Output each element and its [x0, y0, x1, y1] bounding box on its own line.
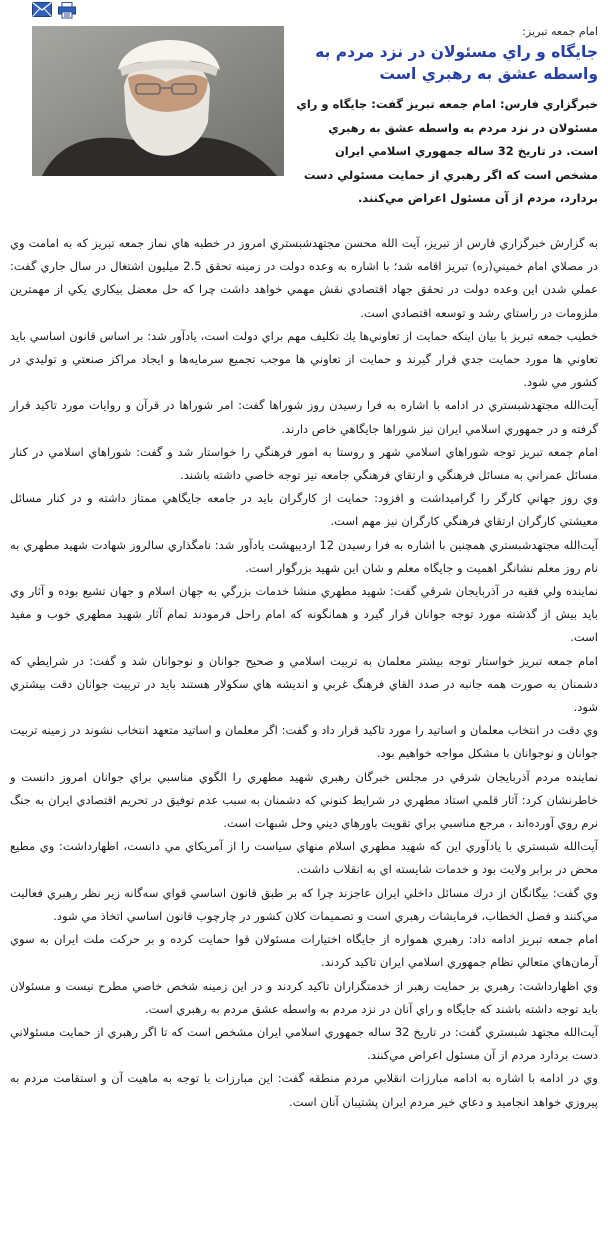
paragraph: آيت‌الله مجتهد شبستري گفت: در تاريخ 32 ساله جمهوري اسلامي ايران مشخص است كه تا اگر رهبري از حمايت مسئولاني دست بردارد مردم از آن مسئول اعراض مي‌كنند. — [10, 1024, 598, 1063]
article-title: جايگاه و راي مسئولان در نزد مردم به واسطه عشق به رهبري است — [315, 43, 598, 83]
article-head-text — [296, 24, 598, 211]
email-icon[interactable] — [32, 2, 52, 19]
speaker-photo — [32, 26, 284, 176]
article-body — [10, 232, 598, 1114]
paragraph: وي اظهارداشت: رهبري بر حمايت رهبر از خدمتگزاران تاكيد كردند و در اين زمينه شخص خاصي مطرح نيست و مسئولان بايد توجه داشته باشند كه جايگاه و راي آنان در نزد مردم به واسطه عشق مردم به رهبري است. — [10, 978, 598, 1016]
printer-icon[interactable] — [58, 2, 78, 19]
paragraph: امام جمعه تبريز خواستار توجه بيشتر معلمان به تربيت اسلامي و صحيح جوانان و نوجوانان شد و گفت: در شرايطي كه دشمنان به صورت همه جانبه در صدد القاي فرهنگ غربي و انديشه هاي سكولار هستند بايد در تربيت جوانان دقت بيشتري شود. — [10, 653, 598, 715]
paragraph: نماينده مردم آذربايجان شرقي در مجلس خبرگان رهبري شهيد مطهري را الگوي مناسبي براي جوانان امروز دانست و خاطرنشان كرد: آثار قلمي استاد مطهري در شرايط كنوني كه دشمنان به سبب عدم توفيق در تحريم اقتصادي ايران به جنگ نرم روي آورده‌اند ، مرجع مناسبي براي تقويت باورهاي ديني وحل شبهات است. — [10, 769, 598, 831]
paragraph: امام جمعه تبريز ادامه داد: رهبري همواره از جايگاه اختيارات مسئولان قوا حمايت كرده و بر حركت ملت ايران به سوي آرمان‌هاي متعالي نظام جمهوري اسلامي ايران تاكيد كردند. — [10, 932, 598, 970]
article-header — [0, 24, 608, 224]
paragraph: وي دقت در انتخاب معلمان و اساتيد را مورد تاكيد قرار داد و گفت: اگر معلمان و اساتيد متعهد انتخاب نشوند در زمينه تربيت جوانان و نوجوانان با مشكل مواجه خواهيم بود. — [10, 723, 598, 761]
article-lead: خبرگزاري فارس: امام جمعه تبريز گفت: جايگاه و راي مسئولان در نزد مردم به واسطه عشق به رهبري است. در تاريخ 32 ساله جمهوري اسلامي ايران مشخص است كه اگر رهبري از حمايت مسئولي دست بردارد، مردم از آن مسئول اعراض مي‌كنند. — [296, 97, 598, 205]
paragraph: نماينده ولي فقيه در آذربايجان شرقي گفت: شهيد مطهري منشا خدمات بزرگي به جهان اسلام و جهان تشيع بوده و آثار وي بايد بيش از گذشته مورد توجه جوانان قرار گيرد و همانگونه كه امام راحل فرمودند تمام آثار شهيد مطهري خوب و مفيد است. — [10, 584, 598, 645]
article — [0, 24, 608, 1109]
paragraph: وي در ادامه با اشاره به ادامه مبارزات انقلابي مردم منطقه گفت: اين مبارزات با توجه به ماهيت آن و استقامت مردم به پيروزي خواهد انجاميد و دعاي خير مردم ايران پشتيبان آنان است. — [10, 1071, 598, 1109]
paragraph: وي روز جهاني كارگر را گرامیداشت و افزود: حمايت از كارگران بايد در جامعه جايگاهي ممتاز داشته و در كنار مسائل معيشتي كارگران ارتقاي فرهنگي كارگران نيز مهم است. — [10, 491, 598, 529]
paragraph: آيت‌الله مجتهدشبستري در ادامه با اشاره به فرا رسيدن روز شوراها گفت: امر شوراها در قرآن و روايات مورد تاكيد قرار گرفته و در جمهوري اسلامي ايران نيز شوراها جايگاهي خاص دارند. — [10, 398, 598, 436]
article-supertitle: امام جمعه تبريز: — [522, 25, 598, 38]
paragraph: آيت‌الله مجتهدشبستري همچنين با اشاره به فرا رسيدن 12 ارديبهشت يادآور شد: نامگذاري سالروز شهادت شهيد مطهري به نام روز معلم نشانگر اهميت و جايگاه معلم و شان اين شهيد بزرگوار است. — [10, 537, 598, 575]
paragraph: آيت‌الله شبستري با يادآوري اين كه شهيد مطهري اسلام منهاي سياست را از آمريكاي مي دانست، اظهارداشت: وي مطيع محض در برابر ولايت بود و خدمات شايسته اي به انقلاب داشت. — [10, 839, 598, 877]
paragraph: به گزارش خبرگزاري فارس از تبريز، آيت الله محسن مجتهدشبستري امروز در خطبه هاي نماز جمعه تبريز كه به امامت وي در مصلاي امام خميني(ره) تبريز اقامه شد؛ با اشاره به وعده دولت در زمينه تحقق 2.5 ميليون اشتغال در سال جاري گفت: عملي شدن اين وعده دولت در تحقق جهاد اقتصادي نقش مهمي خواهد داشت چرا كه حل معضل بيكاري يكي از مهمترين ملزومات در راستاي رشد و توسعه اقتصادي است. — [10, 236, 599, 320]
paragraph: وي گفت: بيگانگان از درك مسائل داخلي ايران عاجزند چرا كه بر طبق قانون اساسي قواي سه‌گانه زير نظر رهبري فعاليت مي‌كنند و فصل الخطاب، فرمايشات رهبري است و تصميمات كلان كشور در چارچوب قانون اساسي اتخاذ مي شود. — [10, 885, 598, 923]
paragraph: خطيب جمعه تبريز با بيان اينكه حمايت از تعاوني‌ها يك تكليف مهم براي دولت است، يادآور شد: بر اساس قانون اساسي بايد تعاوني ها مورد حمايت جدي قرار گيرند و حمايت از تعاوني ها موجب تجميع سرمايه‌ها و ايجاد مراكز صنعتي و توليدي در كشور مي شود. — [10, 328, 598, 390]
paragraph: امام جمعه تبريز توجه شوراهاي اسلامي شهر و روستا به امور فرهنگي را خواستار شد و گفت: شوراهاي اسلامي در كنار مسائل عمراني به مسائل فرهنگي و ارتقاي فرهنگي جامعه نيز توجه خاصي داشته باشند. — [10, 444, 598, 483]
